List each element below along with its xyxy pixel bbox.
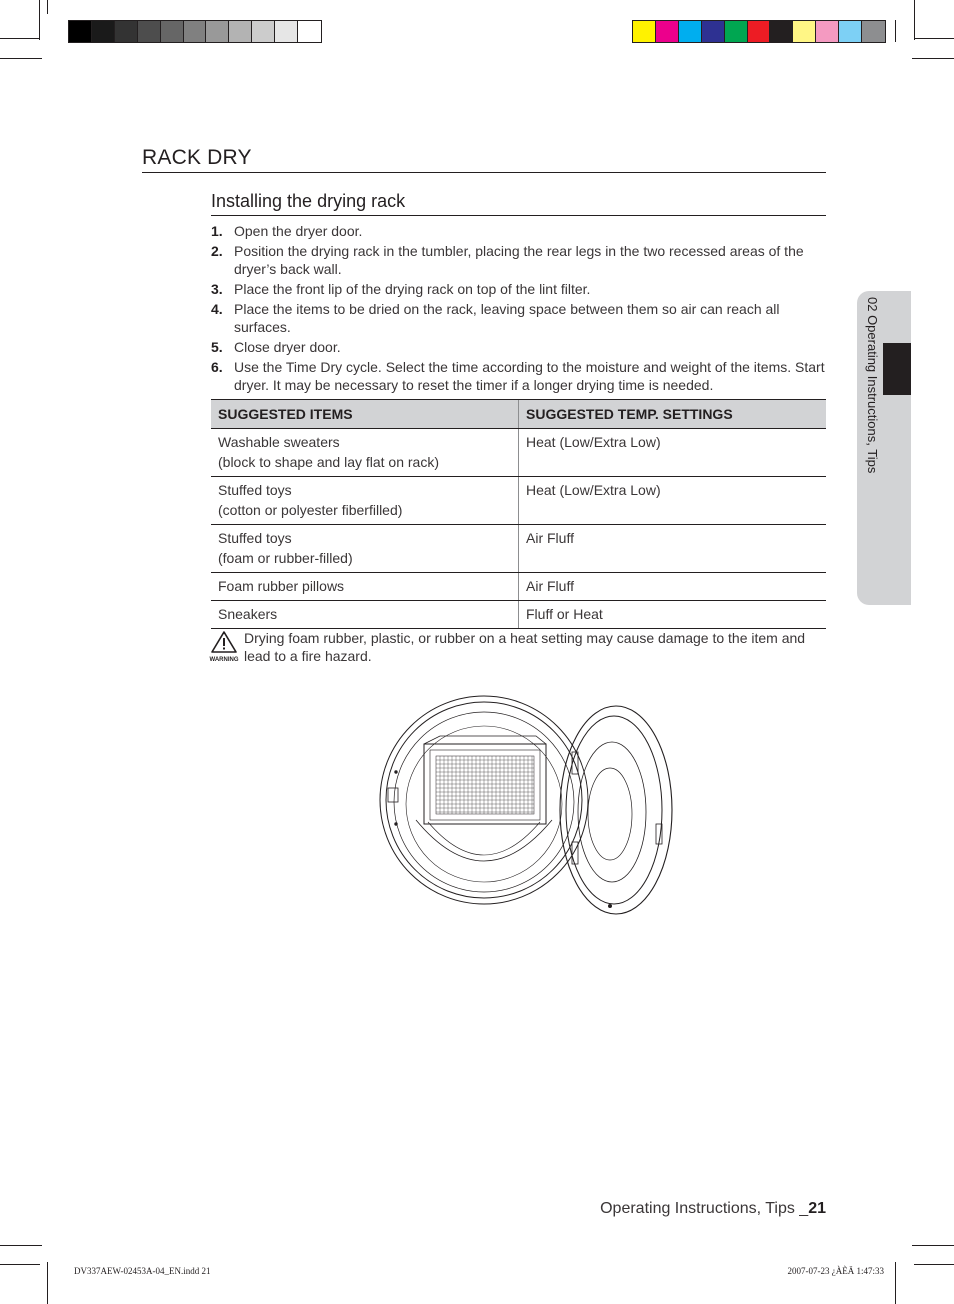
color-registration-bar <box>632 20 886 43</box>
table-row <box>211 601 826 629</box>
color-swatch <box>725 21 748 42</box>
color-swatch <box>770 21 793 42</box>
table-cell-item: Foam rubber pillows <box>211 573 519 601</box>
color-swatch <box>69 21 92 42</box>
color-swatch <box>862 21 885 42</box>
table-cell-item: Sneakers <box>211 601 519 629</box>
step-number: 4. <box>211 301 223 317</box>
crop-mark <box>0 1245 42 1246</box>
crop-mark <box>0 38 40 39</box>
color-swatch <box>298 21 321 42</box>
color-swatch <box>138 21 161 42</box>
step-item <box>211 242 826 278</box>
color-swatch <box>633 21 656 42</box>
color-swatch <box>206 21 229 42</box>
step-item <box>211 222 826 240</box>
color-swatch <box>702 21 725 42</box>
warning-text: Drying foam rubber, plastic, or rubber on a heat setting may cause damage to the item and lead to a fire hazard. <box>244 630 806 664</box>
item-name: Stuffed toys <box>218 530 292 546</box>
item-name: Stuffed toys <box>218 482 292 498</box>
subsection-rule <box>211 215 826 216</box>
color-swatch <box>748 21 771 42</box>
crop-mark <box>914 0 915 40</box>
step-text: Position the drying rack in the tumbler, placing the rear legs in the two recessed areas of the dryer’s back wall. <box>234 243 804 277</box>
table-header-settings: SUGGESTED TEMP. SETTINGS <box>519 400 827 429</box>
footer-section: Operating Instructions, Tips _ <box>600 1200 809 1217</box>
color-swatch <box>275 21 298 42</box>
warning-triangle-icon <box>208 630 240 664</box>
dryer-rack-illustration <box>376 692 680 918</box>
step-item <box>211 338 826 356</box>
crop-mark <box>895 20 896 42</box>
section-title: RACK DRY <box>142 146 252 169</box>
step-text: Open the dryer door. <box>234 223 363 239</box>
crop-mark <box>914 1264 954 1265</box>
table-header-row <box>211 400 826 429</box>
item-note: (cotton or polyester fiberfilled) <box>218 502 403 518</box>
page-number: 21 <box>808 1200 826 1217</box>
step-text: Use the Time Dry cycle. Select the time according to the moisture and weight of the items. Start dryer. It may be necessary to reset the timer if a longer drying time is needed. <box>234 359 825 393</box>
suggested-settings-table <box>211 399 826 629</box>
crop-mark <box>47 0 48 14</box>
step-text: Close dryer door. <box>234 339 341 355</box>
table-cell-setting: Heat (Low/Extra Low) <box>519 477 827 525</box>
chapter-side-tab-marker <box>883 343 911 395</box>
color-swatch <box>679 21 702 42</box>
table-row <box>211 525 826 573</box>
table-cell-setting: Heat (Low/Extra Low) <box>519 429 827 477</box>
crop-mark <box>895 1262 896 1304</box>
color-swatch <box>115 21 138 42</box>
table-row <box>211 477 826 525</box>
step-item <box>211 358 826 394</box>
step-number: 1. <box>211 223 223 239</box>
warning-icon-label: WARNING <box>209 657 239 663</box>
print-slug-file: DV337AEW-02453A-04_EN.indd 21 <box>74 1266 211 1276</box>
table-row <box>211 429 826 477</box>
table-cell-item <box>211 429 519 477</box>
color-swatch <box>229 21 252 42</box>
subsection-title: Installing the drying rack <box>211 191 406 211</box>
grayscale-registration-bar <box>68 20 322 43</box>
color-swatch <box>92 21 115 42</box>
step-text: Place the front lip of the drying rack on top of the lint filter. <box>234 281 591 297</box>
item-name: Washable sweaters <box>218 434 340 450</box>
table-row <box>211 573 826 601</box>
instruction-steps <box>211 222 826 396</box>
page-footer <box>600 1200 826 1218</box>
table-cell-setting: Fluff or Heat <box>519 601 827 629</box>
color-swatch <box>252 21 275 42</box>
step-item <box>211 300 826 336</box>
item-note: (foam or rubber-filled) <box>218 550 353 566</box>
crop-mark <box>0 1264 40 1265</box>
step-number: 6. <box>211 359 223 375</box>
crop-mark <box>914 38 954 39</box>
color-swatch <box>839 21 862 42</box>
step-number: 2. <box>211 243 223 259</box>
step-number: 5. <box>211 339 223 355</box>
print-slug-date: 2007-07-23 ¿ÀÈÄ 1:47:33 <box>787 1266 884 1276</box>
section-rule <box>142 172 826 173</box>
step-item <box>211 280 826 298</box>
chapter-side-tab-label: 02 Operating Instructions, Tips <box>865 297 880 474</box>
item-note: (block to shape and lay flat on rack) <box>218 454 440 470</box>
color-swatch <box>793 21 816 42</box>
crop-mark <box>39 0 40 40</box>
step-number: 3. <box>211 281 223 297</box>
crop-mark <box>0 58 42 59</box>
crop-mark <box>912 58 954 59</box>
table-cell-item <box>211 477 519 525</box>
table-cell-item <box>211 525 519 573</box>
color-swatch <box>184 21 207 42</box>
table-cell-setting: Air Fluff <box>519 525 827 573</box>
color-swatch <box>816 21 839 42</box>
color-swatch <box>656 21 679 42</box>
crop-mark <box>912 1245 954 1246</box>
table-cell-setting: Air Fluff <box>519 573 827 601</box>
step-text: Place the items to be dried on the rack, leaving space between them so air can reach all surfaces. <box>234 301 780 335</box>
table-header-items: SUGGESTED ITEMS <box>211 400 519 429</box>
color-swatch <box>161 21 184 42</box>
crop-mark <box>47 1262 48 1304</box>
